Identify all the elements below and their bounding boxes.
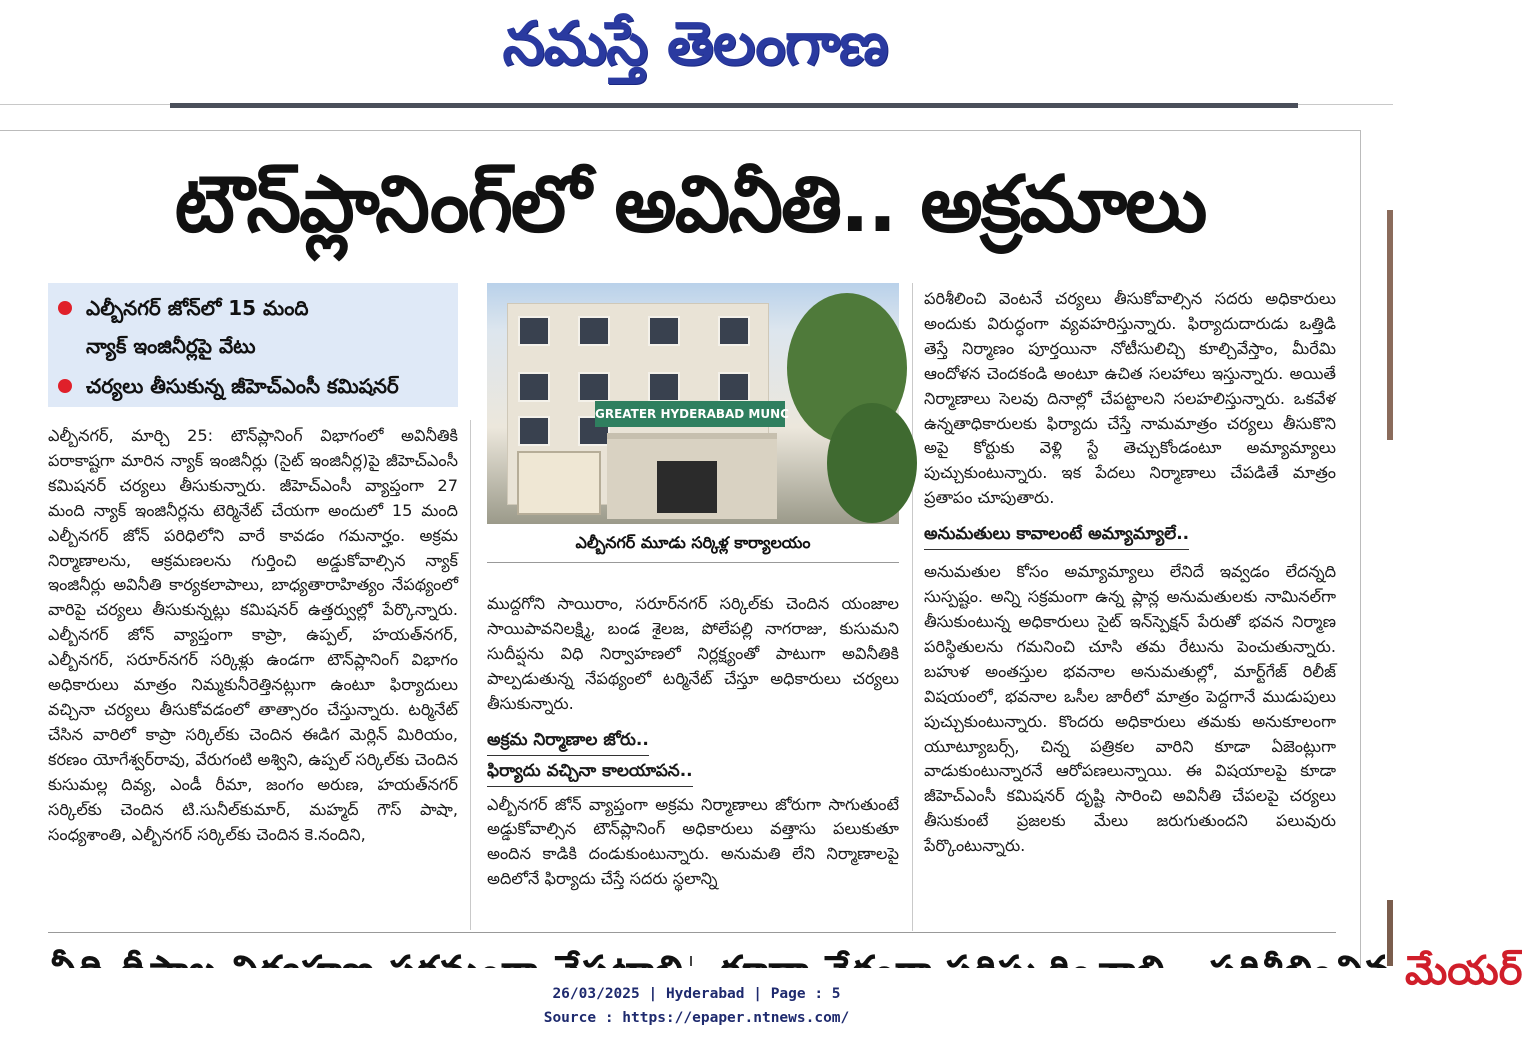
page-footer bbox=[0, 968, 1393, 1048]
headline-separator bbox=[690, 956, 692, 966]
article-paragraph: పరిశీలించి వెంటనే చర్యలు తీసుకోవాల్సిన సదరు అధికారులు అందుకు విరుద్ధంగా వ్యవహరిస్తున్నారు. ఫిర్యాదుదారుడు ఒత్తిడి తెస్తే నిర్మాణం పూర్తయినా నోటీసులిచ్చి కూల్చివేస్తాం, మీరేమి ఆందోళన చెందకండి అంటూ ఉచిత సలహాలు ఇస్తున్నారు. అయితే నిర్మాణాలు సెలవు దినాల్లో చేపట్టాలని సలహలిస్తున్నారు. ఒకవేళ ఉన్నతాధికారులకు ఫిర్యాదు చేస్తే నామమాత్రం చర్యలు తీసుకొని అపై కోర్టుకు వెళ్లి స్టే తెచ్చుకోండంటూ అమ్యామ్యాలు పుచ్చుకుంటున్నారు. ఇక పేదలు నిర్మాణాలు చేపడితే మాత్రం ప్రతాపం చూపుతారు. bbox=[924, 289, 1336, 508]
next-headline-highlight: మేయర్ bbox=[1404, 948, 1522, 994]
article-headline: టౌన్‌ప్లానింగ్‌లో అవినీతి.. అక్రమాలు bbox=[174, 160, 1206, 250]
adjacent-photo bbox=[1387, 210, 1393, 440]
highlights-box bbox=[48, 283, 458, 407]
highlight-text: చర్యలు తీసుకున్న జీహెచ్ఎంసీ కమిషనర్ bbox=[86, 374, 399, 398]
article-photo bbox=[487, 283, 899, 524]
window bbox=[718, 372, 750, 402]
column-divider bbox=[912, 283, 913, 931]
highlight-item-continuation bbox=[48, 329, 458, 363]
window bbox=[578, 316, 610, 346]
article-column-2 bbox=[487, 592, 899, 892]
window bbox=[578, 372, 610, 402]
next-article-headline bbox=[48, 938, 684, 966]
window bbox=[518, 372, 550, 402]
window bbox=[718, 316, 750, 346]
article-column-1 bbox=[48, 424, 458, 847]
adjacent-photo bbox=[1387, 900, 1393, 966]
subheading: అక్రమ నిర్మాణాల జోరు.. bbox=[487, 725, 649, 756]
entrance bbox=[657, 461, 717, 513]
window bbox=[518, 316, 550, 346]
article-paragraph: ముద్దగోని సాయిరాం, సరూర్‌నగర్ సర్కిల్‌కు చెందిన యంజాల సాయిపావనిలక్ష్మి, బండ శైలజ, పోలేపల్లి నాగరాజు, కుసుమని సుదీప్షను విధి నిర్వాహణలో నిర్లక్ష్యంతో పాటుగా అవినీతికి పాల్పడుతున్న నేపథ్యంలో టర్మినేట్ చేస్తూ అధికారులు చర్యలు తీసుకున్నారు. bbox=[487, 594, 899, 713]
footer-source: Source : https://epaper.ntnews.com/ bbox=[543, 1010, 850, 1026]
highlight-text: ఎల్బీనగర్ జోన్‌లో 15 మంది bbox=[86, 296, 309, 320]
next-article-headline bbox=[720, 938, 1522, 994]
tree bbox=[827, 403, 917, 523]
article-paragraph: అనుమతుల కోసం అమ్యామ్యాలు లేనిదే ఇవ్వడం లేదన్నది సుస్పష్టం. అన్ని సక్రమంగా ఉన్న ప్లాన్ల అనుమతులకు నామినల్‌గా తీసుకుంటున్న అధికారులు సైట్ ఇన్‌స్పెక్షన్ పేరుతో భవన నిర్మాణ పరిస్థితులను గమనించి చూసి తమ రేటును పెంచుతున్నారు. బహుళ అంతస్తుల భవనాల అనుమతుల్లో, మార్ట్‌గేజ్ రిలీజ్ విషయంలో, భవనాల ఒసీల జారీలో మాత్రం పెద్దగానే ముడుపులు పుచ్చుకుంటున్నారు. కొందరు అధికారులు తమకు అనుకూలంగా యూట్యూబర్స్, చిన్న పత్రికల వారిని కూడా ఏజెంట్లుగా వాడుకుంటున్నారనే ఆరోపణలున్నాయి. ఈ విషయాలపై కూడా జీహెచ్ఎంసీ కమిషనర్ దృష్టి సారించి అవినీతి చేపలపై చర్యలు తీసుకుంటే ప్రజలకు మేలు జరుగుతుందని పలువురు పేర్కొంటున్నారు. bbox=[924, 562, 1336, 856]
photo-caption: ఎల్బీనగర్ మూడు సర్కిళ్ల కార్యాలయం bbox=[575, 533, 811, 552]
bullet-icon bbox=[58, 379, 72, 393]
caption-rule bbox=[487, 562, 899, 563]
poster bbox=[517, 451, 601, 515]
subheading: ఫిర్యాదు వచ్చినా కాలయాపన.. bbox=[487, 756, 693, 787]
article-paragraph: ఎల్బీనగర్, మార్చి 25: టౌన్‌ప్లానింగ్ విభాగంలో అవినీతికి పరాకాష్టగా మారిన న్యాక్ ఇంజినీర్లు (సైట్ ఇంజినీర్ల)పై జీహెచ్ఎంసీ కమిషనర్ చర్యలు తీసుకున్నారు. జీహెచ్ఎంసీ వ్యాప్తంగా 27 మంది న్యాక్ ఇంజినీర్లను టెర్మినేట్ చేయగా అందులో 15 మంది ఎల్బీనగర్ జోన్ పరిధిలోని వారే కావడం గమనార్హం. అక్రమ నిర్మాణాలను, ఆక్రమణలను గుర్తించి అడ్డుకోవాల్సిన న్యాక్ ఇంజినీర్లు అవినీతి కార్యకలాపాలు, బాధ్యతారాహిత్యం నేపథ్యంలో వారిపై చర్యలు తీసుకున్నట్లు కమిషనర్ ఉత్తర్వుల్లో పేర్కొన్నారు. ఎల్బీనగర్ జోన్ వ్యాప్తంగా కాప్రా, ఉప్పల్, హయత్‌నగర్, ఎల్బీనగర్, సరూర్‌నగర్ సర్కిళ్లు ఉండగా టౌన్‌ప్లానింగ్ విభాగం అధికారులు మాత్రం నిమ్మకునీరెత్తినట్లుగా ఉంటూ ఫిర్యాదులు వచ్చినా చర్యలు తీసుకోవడంలో తాత్సారం చేస్తున్నారు. టర్మినేట్ చేసిన వారిలో కాప్రా సర్కిల్‌కు చెందిన ఈడిగ మెర్లిన్ మిరియం, కరణం యోగేశ్వర్‌రావు, వేరుగంటి అశ్విని, ఉప్పల్ సర్కిల్‌కు చెందిన కుసుమల్ల దివ్య, ఎండీ రీమా, జంగం అరుణ, హయత్‌నగర్ సర్కిల్‌కు చెందిన టి.సునీల్‌కుమార్, మహ్మద్ గౌస్ పాషా, సంధ్యశాంతి, ఎల్బీనగర్ సర్కిల్‌కు చెందిన కె.నందిని, bbox=[48, 426, 458, 844]
highlight-item bbox=[48, 291, 458, 325]
highlight-text: న్యాక్ ఇంజినీర్లపై వేటు bbox=[86, 334, 256, 358]
article-paragraph: ఎల్బీనగర్ జోన్ వ్యాప్తంగా అక్రమ నిర్మాణాలు జోరుగా సాగుతుంటే అడ్డుకోవాల్సిన టౌన్‌ప్లానింగ్ అధికారులు వత్తాసు పలుకుతూ అందిన కాడికి దండుకుంటున్నారు. అనుమతి లేని నిర్మాణాలపై అదిలోనే ఫిర్యాదు చేస్తే సదరు స్థలాన్ని bbox=[487, 794, 899, 889]
window bbox=[648, 316, 680, 346]
column-divider bbox=[470, 420, 471, 930]
bullet-icon bbox=[58, 301, 72, 315]
subheading: అనుమతులు కావాలంటే అమ్యామ్యాలే.. bbox=[924, 519, 1189, 550]
bottom-rule bbox=[48, 932, 1336, 933]
article-column-3 bbox=[924, 287, 1336, 859]
footer-date-page: 26/03/2025 | Hyderabad | Page : 5 bbox=[552, 986, 841, 1002]
window bbox=[518, 416, 550, 446]
highlight-item bbox=[48, 369, 458, 403]
masthead bbox=[0, 0, 1393, 100]
masthead-bar bbox=[170, 103, 1298, 108]
office-sign: GREATER HYDERABAD MUNC bbox=[595, 401, 785, 427]
window bbox=[648, 372, 680, 402]
newspaper-logo: నమస్తే తెలంగాణ bbox=[502, 9, 888, 79]
